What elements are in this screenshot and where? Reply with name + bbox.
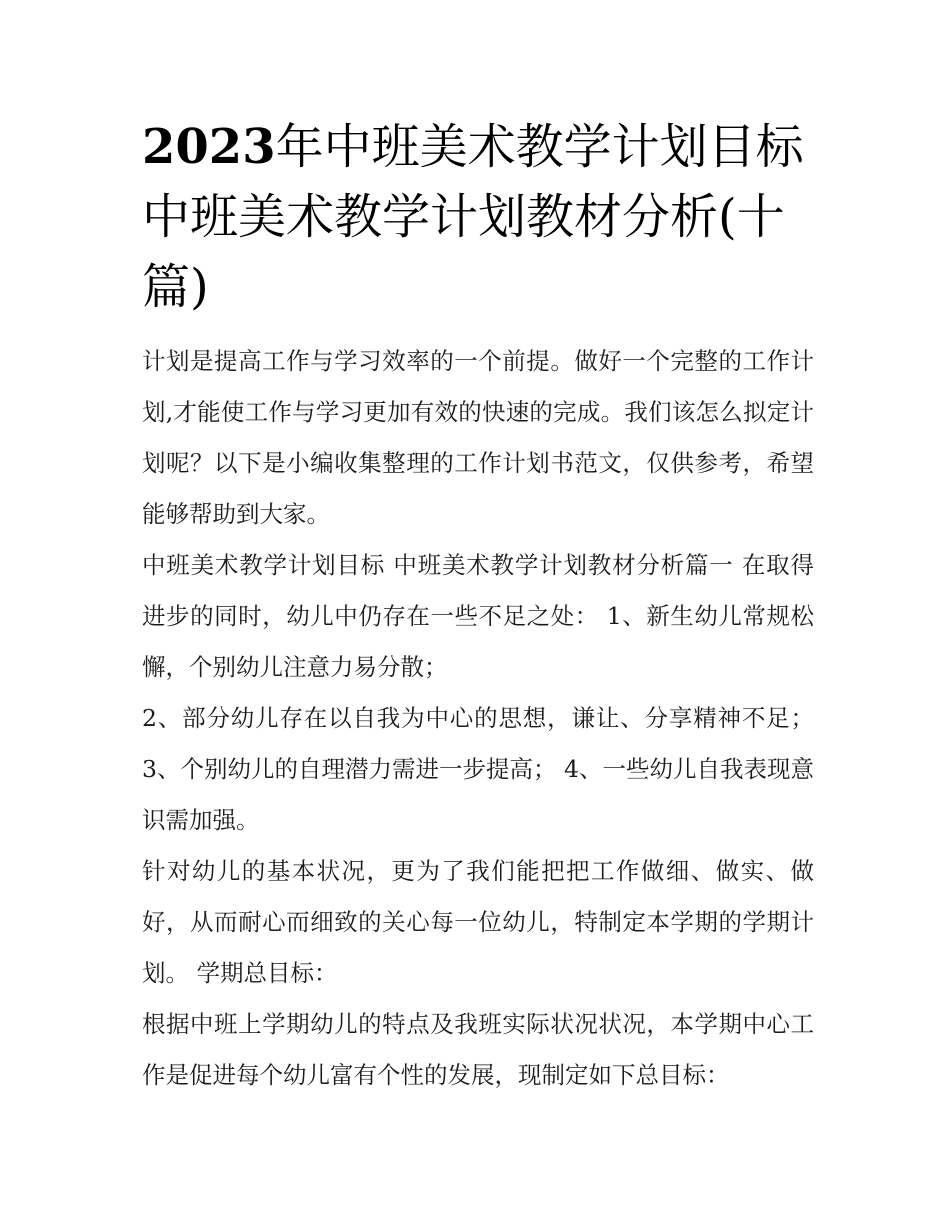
paragraph-shortcomings: 2、部分幼儿存在以自我为中心的思想，谦让、分享精神不足； 3、个别幼儿的自理潜力需进一步提高； 4、一些幼儿自我表现意识需加强。	[142, 704, 814, 834]
document-title	[142, 112, 814, 322]
document-page	[142, 112, 814, 1101]
paragraph-overall-goal: 根据中班上学期幼儿的特点及我班实际状况状况，本学期中心工作是促进每个幼儿富有个性的发展，现制定如下总目标：	[142, 1010, 814, 1089]
paragraph-section-one: 中班美术教学计划目标 中班美术教学计划教材分析篇一 在取得进步的同时，幼儿中仍存在一些不足之处： 1、新生幼儿常规松懈，个别幼儿注意力易分散；	[142, 551, 814, 681]
title-text: 年中班美术教学计划目标 中班美术教学计划教材分析(十篇)	[142, 119, 804, 315]
paragraph-intro: 计划是提高工作与学习效率的一个前提。做好一个完整的工作计划,才能使工作与学习更加有效的快速的完成。我们该怎么拟定计划呢？以下是小编收集整理的工作计划书范文，仅供参考，希望能够帮助到大家。	[142, 347, 814, 528]
title-year: 2023	[142, 119, 276, 175]
paragraph-plan-purpose: 针对幼儿的基本状况，更为了我们能把把工作做细、做实、做好，从而耐心而细致的关心每一位幼儿，特制定本学期的学期计划。 学期总目标：	[142, 857, 814, 987]
